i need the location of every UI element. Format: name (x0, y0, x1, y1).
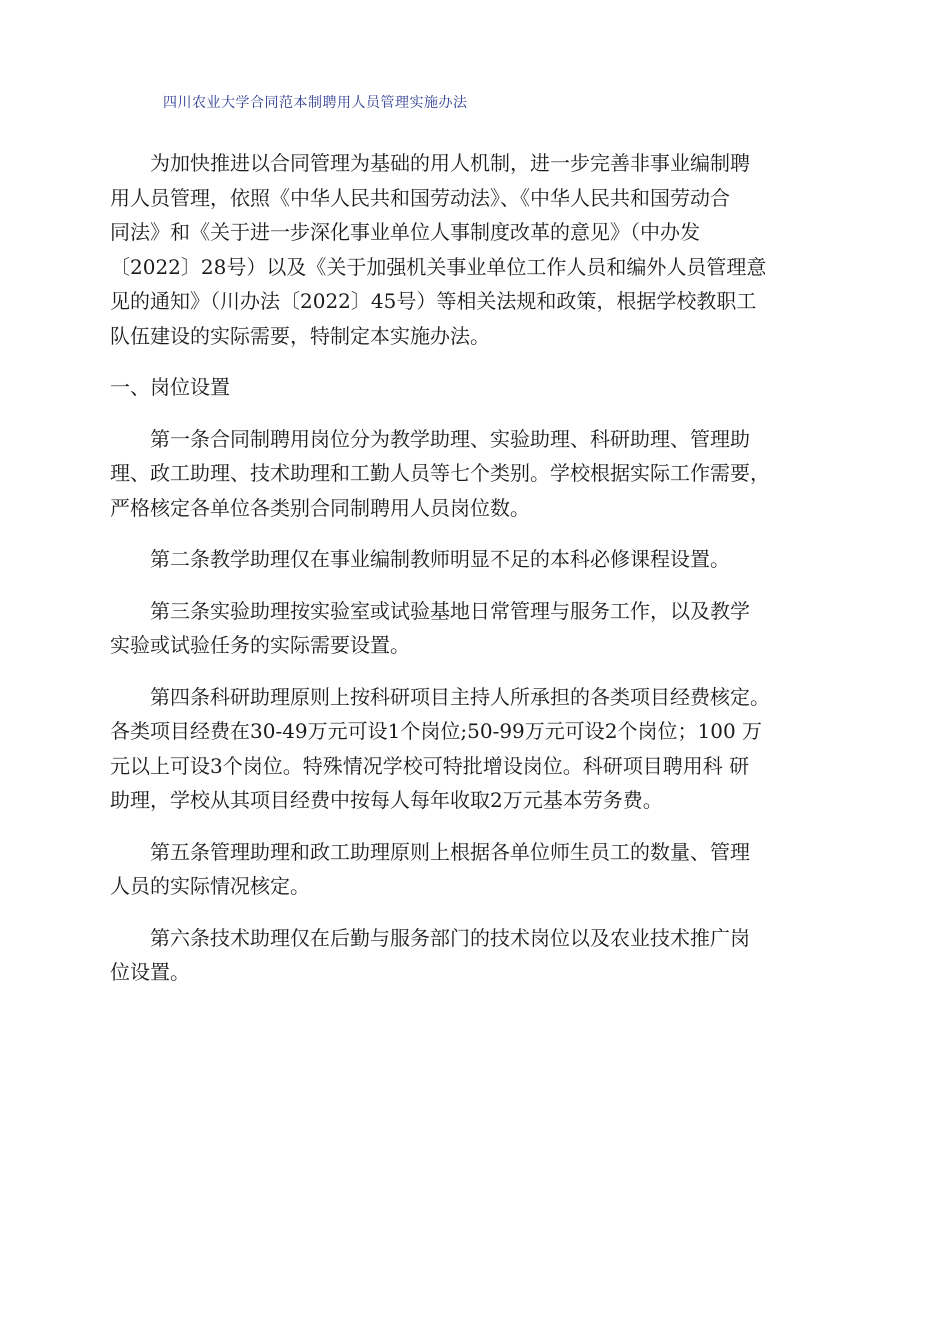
article-line: 严格核定各单位各类别合同制聘用人员岗位数。 (110, 495, 530, 520)
article-line: 第五条管理助理和政工助理原则上根据各单位师生员工的数量、管理 (150, 839, 750, 864)
article-4-paragraph (110, 680, 840, 818)
article-line: 各类项目经费在30-49万元可设1个岗位;50-99万元可设2个岗位；100 万 (110, 719, 763, 743)
article-line: 元以上可设3个岗位。特殊情况学校可特批增设岗位。科研项目聘用科 研 (110, 753, 750, 778)
article-line: 理、政工助理、技术助理和工勤人员等七个类别。学校根据实际工作需要， (110, 461, 770, 485)
article-line: 助理，学校从其项目经费中按每人每年收取2万元基本劳务费。 (110, 788, 663, 812)
intro-line: 同法》和《关于进一步深化事业单位人事制度改革的意见》（中办发 (110, 220, 700, 244)
intro-line: 〔2022〕28号）以及《关于加强机关事业单位工作人员和编外人员管理意 (110, 254, 767, 279)
article-line: 第三条实验助理按实验室或试验基地日常管理与服务工作，以及教学 (150, 598, 750, 623)
document-body (110, 146, 840, 990)
document-header-title: 四川农业大学合同范本制聘用人员管理实施办法 (163, 95, 468, 111)
intro-line: 为加快推进以合同管理为基础的用人机制，进一步完善非事业编制聘 (150, 151, 750, 175)
intro-line: 见的通知》（川办法〔2022〕45号）等相关法规和政策，根据学校教职工 (110, 289, 757, 313)
article-line: 第二条教学助理仅在事业编制教师明显不足的本科必修课程设置。 (150, 547, 730, 571)
article-2-paragraph (110, 542, 840, 577)
intro-paragraph (110, 146, 840, 353)
article-line: 人员的实际情况核定。 (110, 874, 310, 898)
article-line: 位设置。 (110, 960, 190, 984)
section-heading: 一、岗位设置 (110, 375, 230, 399)
article-line: 第四条科研助理原则上按科研项目主持人所承担的各类项目经费核定。 (150, 684, 770, 709)
intro-line: 队伍建设的实际需要，特制定本实施办法。 (110, 323, 490, 348)
article-3-paragraph (110, 594, 840, 663)
article-5-paragraph (110, 835, 840, 904)
article-1-paragraph (110, 422, 840, 526)
intro-line: 用人员管理，依照《中华人民共和国劳动法》、《中华人民共和国劳动合 (110, 185, 730, 210)
article-line: 第一条合同制聘用岗位分为教学助理、实验助理、科研助理、管理助 (150, 426, 750, 451)
article-6-paragraph (110, 921, 840, 990)
article-line: 第六条技术助理仅在后勤与服务部门的技术岗位以及农业技术推广岗 (150, 925, 750, 950)
article-line: 实验或试验任务的实际需要设置。 (110, 633, 410, 657)
